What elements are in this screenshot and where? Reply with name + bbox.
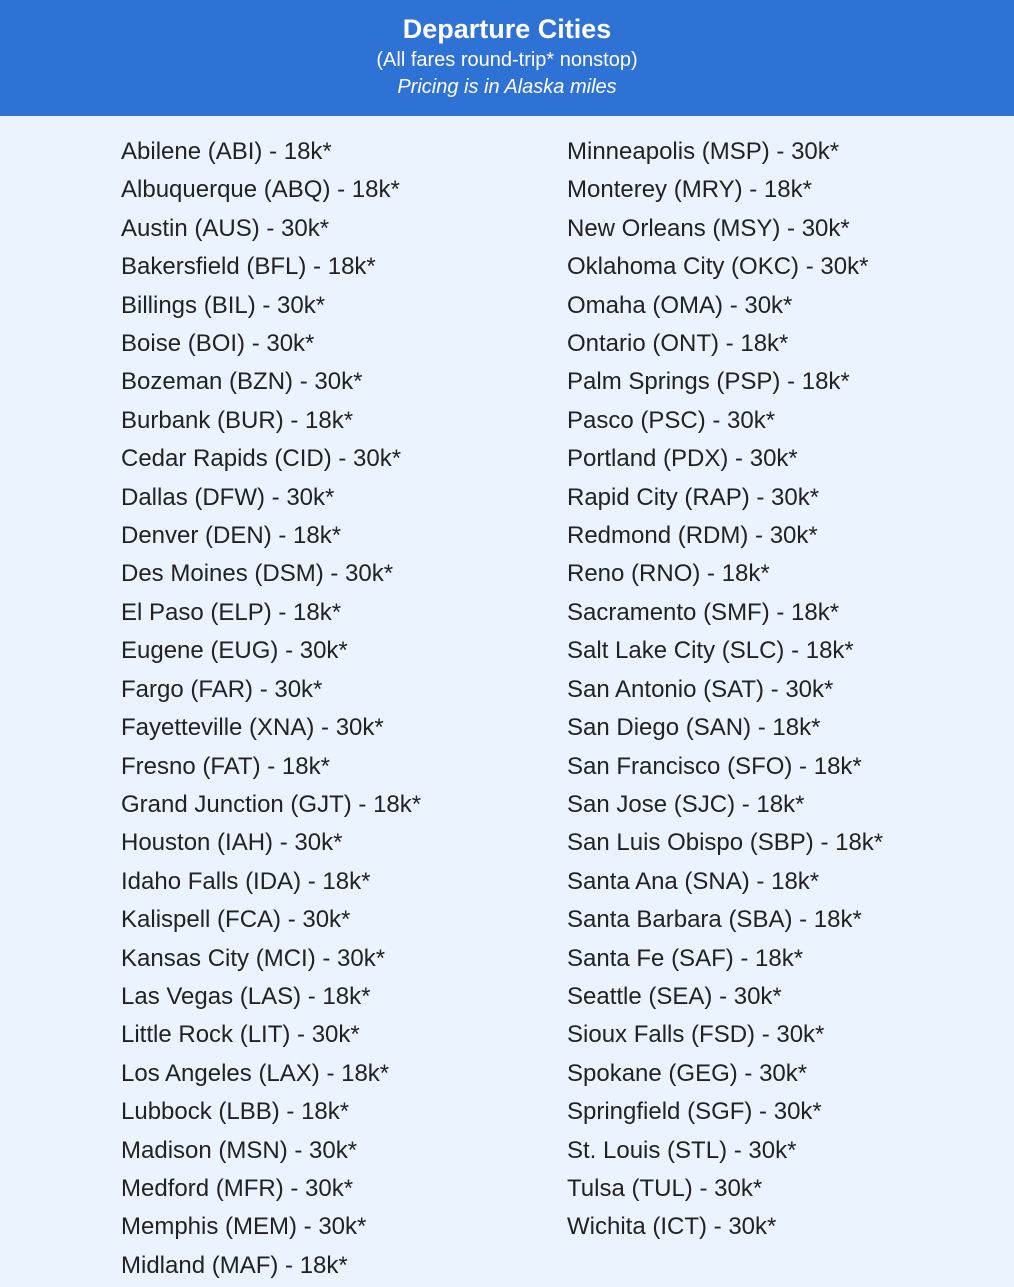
city-list-item: Dallas (DFW) - 30k* (121, 483, 335, 511)
city-list-item: San Luis Obispo (SBP) - 18k* (567, 829, 884, 857)
city-list-item: Midland (MAF) - 18k* (121, 1251, 348, 1279)
city-list-item: Rapid City (RAP) - 30k* (567, 483, 820, 511)
page-title: Departure Cities (402, 14, 612, 44)
city-list-item: Reno (RNO) - 18k* (567, 560, 770, 588)
city-list-item: Sacramento (SMF) - 18k* (567, 598, 840, 626)
city-list-item: Salt Lake City (SLC) - 18k* (567, 637, 854, 665)
city-list-item: Boise (BOI) - 30k* (121, 330, 315, 358)
city-list-item: Medford (MFR) - 30k* (121, 1174, 354, 1202)
city-list-item: Grand Junction (GJT) - 18k* (121, 790, 422, 818)
city-list-item: Los Angeles (LAX) - 18k* (121, 1059, 390, 1087)
city-list-item: Oklahoma City (OKC) - 30k* (567, 253, 869, 281)
city-list-item: Denver (DEN) - 18k* (121, 522, 342, 550)
city-list-item: Austin (AUS) - 30k* (121, 214, 330, 242)
city-list-item: Des Moines (DSM) - 30k* (121, 560, 394, 588)
city-list-item: Ontario (ONT) - 18k* (567, 330, 789, 358)
city-list-item: Houston (IAH) - 30k* (121, 829, 343, 857)
city-list-item: Palm Springs (PSP) - 18k* (567, 368, 850, 396)
city-list-item: Billings (BIL) - 30k* (121, 291, 326, 319)
city-list-item: Abilene (ABI) - 18k* (121, 138, 332, 165)
city-list-item: Omaha (OMA) - 30k* (567, 291, 793, 319)
city-list-item: Santa Fe (SAF) - 18k* (567, 944, 804, 972)
city-list-item: Sioux Falls (FSD) - 30k* (567, 1021, 825, 1049)
city-list-item: Bozeman (BZN) - 30k* (121, 368, 363, 396)
pricing-note: Pricing is in Alaska miles (397, 76, 617, 98)
city-list-item: Eugene (EUG) - 30k* (121, 637, 348, 665)
city-list-item: San Jose (SJC) - 18k* (567, 790, 805, 818)
city-list-item: Fresno (FAT) - 18k* (121, 752, 330, 780)
city-list-item: El Paso (ELP) - 18k* (121, 598, 342, 626)
city-list-item: St. Louis (STL) - 30k* (567, 1136, 797, 1164)
city-list-item: Santa Ana (SNA) - 18k* (567, 867, 820, 895)
city-list-item: New Orleans (MSY) - 30k* (567, 214, 850, 242)
city-list-item: Portland (PDX) - 30k* (567, 445, 798, 473)
city-list-item: Tulsa (TUL) - 30k* (567, 1174, 763, 1202)
city-list-item: Lubbock (LBB) - 18k* (121, 1098, 350, 1126)
city-list-item: Kansas City (MCI) - 30k* (121, 944, 386, 972)
header-banner (0, 0, 1014, 116)
city-list-item: Springfield (SGF) - 30k* (567, 1098, 822, 1126)
city-list-item: Pasco (PSC) - 30k* (567, 406, 776, 434)
city-list-item: San Antonio (SAT) - 30k* (567, 675, 834, 703)
city-list-item: Bakersfield (BFL) - 18k* (121, 253, 376, 281)
city-list-item: Santa Barbara (SBA) - 18k* (567, 906, 862, 934)
city-list-item: Fayetteville (XNA) - 30k* (121, 714, 384, 742)
city-list-item: Little Rock (LIT) - 30k* (121, 1021, 360, 1049)
city-list-item: Minneapolis (MSP) - 30k* (567, 138, 840, 165)
city-list-right-column (567, 135, 1007, 1249)
city-list-item: Cedar Rapids (CID) - 30k* (121, 445, 402, 473)
city-list-item: Idaho Falls (IDA) - 18k* (121, 867, 371, 895)
city-list-item: Wichita (ICT) - 30k* (567, 1213, 777, 1241)
city-list-item: Monterey (MRY) - 18k* (567, 176, 812, 204)
page-subtitle: (All fares round-trip* nonstop) (376, 49, 638, 71)
city-list-item: Spokane (GEG) - 30k* (567, 1059, 808, 1087)
city-list-item: Redmond (RDM) - 30k* (567, 522, 818, 550)
city-list-item: Kalispell (FCA) - 30k* (121, 906, 351, 934)
city-list-item: Memphis (MEM) - 30k* (121, 1213, 367, 1241)
city-list-item: Seattle (SEA) - 30k* (567, 982, 782, 1010)
city-list-left-column (121, 135, 561, 1287)
city-list-item: Albuquerque (ABQ) - 18k* (121, 176, 400, 204)
city-list-item: Burbank (BUR) - 18k* (121, 406, 354, 434)
city-list-panel (0, 116, 1014, 1280)
city-list-item: San Francisco (SFO) - 18k* (567, 752, 862, 780)
city-list-item: San Diego (SAN) - 18k* (567, 714, 821, 742)
city-list-item: Las Vegas (LAS) - 18k* (121, 982, 371, 1010)
city-list-item: Madison (MSN) - 30k* (121, 1136, 358, 1164)
city-list-item: Fargo (FAR) - 30k* (121, 675, 323, 703)
